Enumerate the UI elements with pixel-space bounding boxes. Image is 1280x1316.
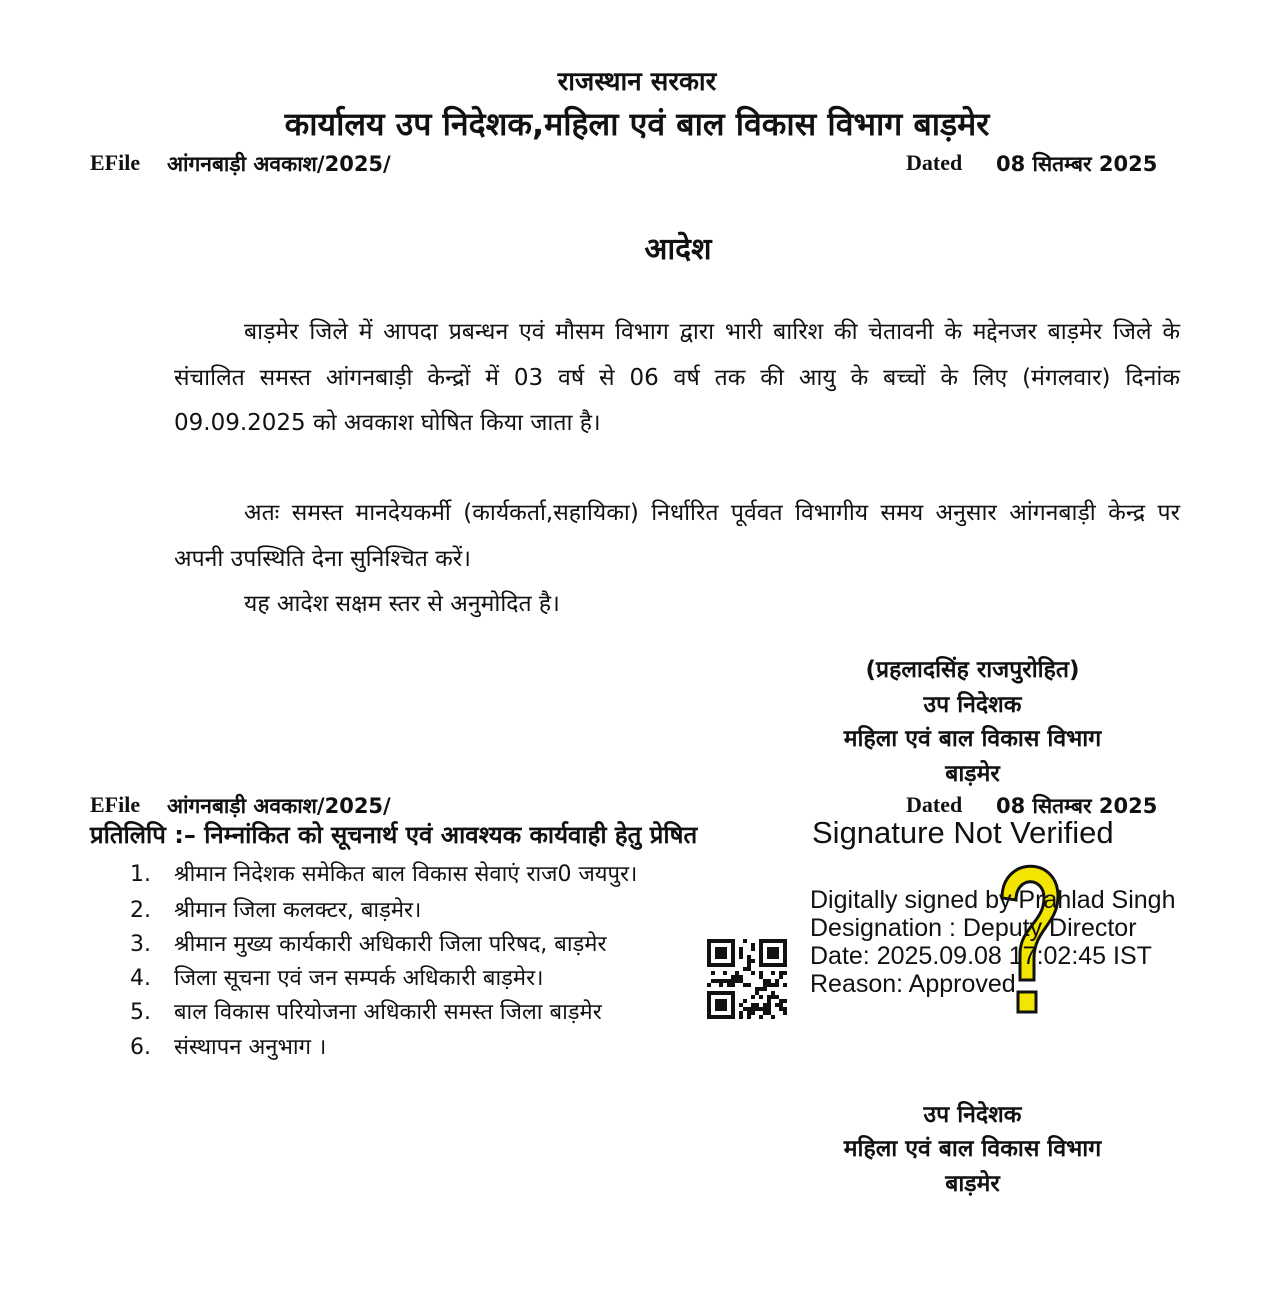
list-item-number: 4.	[130, 966, 151, 991]
list-item	[130, 894, 421, 924]
signatory-place: बाड़मेर	[945, 761, 1000, 787]
office-title: कार्यालय उप निदेशक,महिला एवं बाल विकास विभाग बाड़मेर	[284, 105, 990, 143]
list-item-number: 5.	[130, 1000, 151, 1025]
copy-date: 08 सितम्बर 2025	[996, 794, 1158, 818]
list-item	[130, 858, 637, 888]
list-item-text: बाल विकास परियोजना अधिकारी समस्त जिला बाड़मेर	[174, 1000, 602, 1025]
signature-status: Signature Not Verified	[812, 815, 1114, 850]
order-paragraph-3: यह आदेश सक्षम स्तर से अनुमोदित है।	[244, 591, 560, 617]
list-item-number: 3.	[130, 932, 151, 957]
footer-designation: उप निदेशक	[923, 1102, 1022, 1128]
signatory-department: महिला एवं बाल विकास विभाग	[843, 726, 1102, 752]
list-item-text: श्रीमान जिला कलक्टर, बाड़मेर।	[174, 898, 422, 923]
list-item-number: 6.	[130, 1035, 151, 1060]
dated-label: Dated	[906, 150, 963, 175]
copy-dated-label: Dated	[906, 792, 963, 817]
signatory-designation: उप निदेशक	[923, 692, 1022, 718]
copy-heading: प्रतिलिपि :– निम्नांकित को सूचनार्थ एवं आवश्यक कार्यवाही हेतु प्रेषित	[90, 821, 698, 849]
list-item	[130, 1031, 326, 1061]
order-paragraph-2: अतः समस्त मानदेयकर्मी (कार्यकर्ता,सहायिका) निर्धारित पूर्ववत विभागीय समय अनुसार आंगनबाड़ी केन्द्र पर अपनी उपस्थिति देना सुनिश्चित करें।	[174, 500, 1180, 572]
list-item-text: संस्थापन अनुभाग ।	[174, 1035, 327, 1060]
copy-efile-number: आंगनबाड़ी अवकाश/2025/	[167, 794, 391, 818]
list-item-text: जिला सूचना एवं जन सम्पर्क अधिकारी बाड़मेर।	[174, 966, 544, 991]
order-paragraph-1: बाड़मेर जिले में आपदा प्रबन्धन एवं मौसम विभाग द्वारा भारी बारिश की चेतावनी के मद्देनजर बाड़मेर जिले के संचालित समस्त आंगनबाड़ी केन्द्रों में 03 वर्ष से 06 वर्ष तक की आयु के बच्चों के लिए (मंगलवार) दिनांक 09.09.2025 को अवकाश घोषित किया जाता है।	[174, 319, 1180, 436]
efile-label: EFile	[90, 150, 141, 175]
government-title: राजस्थान सरकार	[557, 67, 717, 97]
list-item	[130, 928, 606, 958]
list-item-text: श्रीमान निदेशक समेकित बाल विकास सेवाएं राज0 जयपुर।	[174, 862, 638, 887]
efile-number: आंगनबाड़ी अवकाश/2025/	[167, 152, 391, 176]
list-item-number: 2.	[130, 898, 151, 923]
order-heading: आदेश	[644, 232, 712, 267]
list-item	[130, 996, 602, 1026]
order-date: 08 सितम्बर 2025	[996, 152, 1158, 176]
list-item-number: 1.	[130, 862, 151, 887]
footer-place: बाड़मेर	[945, 1171, 1000, 1197]
list-item	[130, 962, 543, 992]
qr-code	[707, 938, 787, 1020]
signatory-name: (प्रहलादसिंह राजपुरोहित)	[865, 657, 1080, 683]
signature-date: Date: 2025.09.08 17:02:45 IST	[810, 942, 1152, 970]
footer-department: महिला एवं बाल विकास विभाग	[843, 1136, 1102, 1162]
signature-designation: Designation : Deputy Director	[810, 914, 1137, 942]
list-item-text: श्रीमान मुख्य कार्यकारी अधिकारी जिला परिषद, बाड़मेर	[174, 932, 607, 957]
signature-signed-by: Digitally signed by Prahlad Singh	[810, 886, 1176, 914]
signature-reason: Reason: Approved	[810, 970, 1016, 998]
copy-efile-label: EFile	[90, 792, 141, 817]
